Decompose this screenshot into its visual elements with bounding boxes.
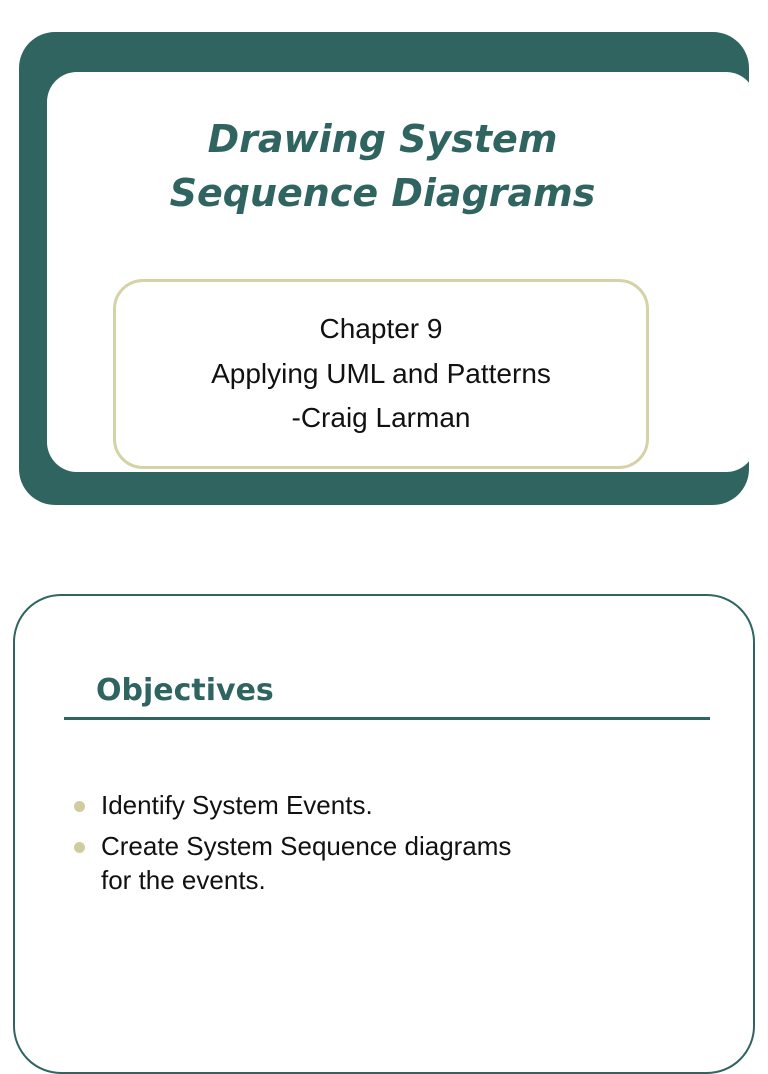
- slide-1-title: [28, 112, 737, 220]
- bullet-dot-icon: [74, 842, 85, 853]
- title-underline: [64, 717, 710, 720]
- title-line-2: Sequence Diagrams: [169, 171, 596, 215]
- bullet-dot-icon: [74, 801, 85, 812]
- slide-2-title: Objectives: [96, 673, 274, 708]
- bullet-text: Create System Sequence diagrams: [101, 831, 512, 861]
- subtitle-author: -Craig Larman: [291, 402, 471, 433]
- subtitle-box: [113, 279, 649, 469]
- list-item: [70, 829, 601, 897]
- subtitle-book-title: Applying UML and Patterns: [211, 358, 551, 389]
- list-item: [70, 788, 601, 822]
- objectives-list: [70, 788, 601, 904]
- bullet-text: Identify System Events.: [101, 790, 373, 820]
- title-line-1: Drawing System: [207, 117, 558, 161]
- subtitle-chapter: Chapter 9: [319, 313, 443, 344]
- bullet-text-continued: for the events.: [101, 865, 266, 895]
